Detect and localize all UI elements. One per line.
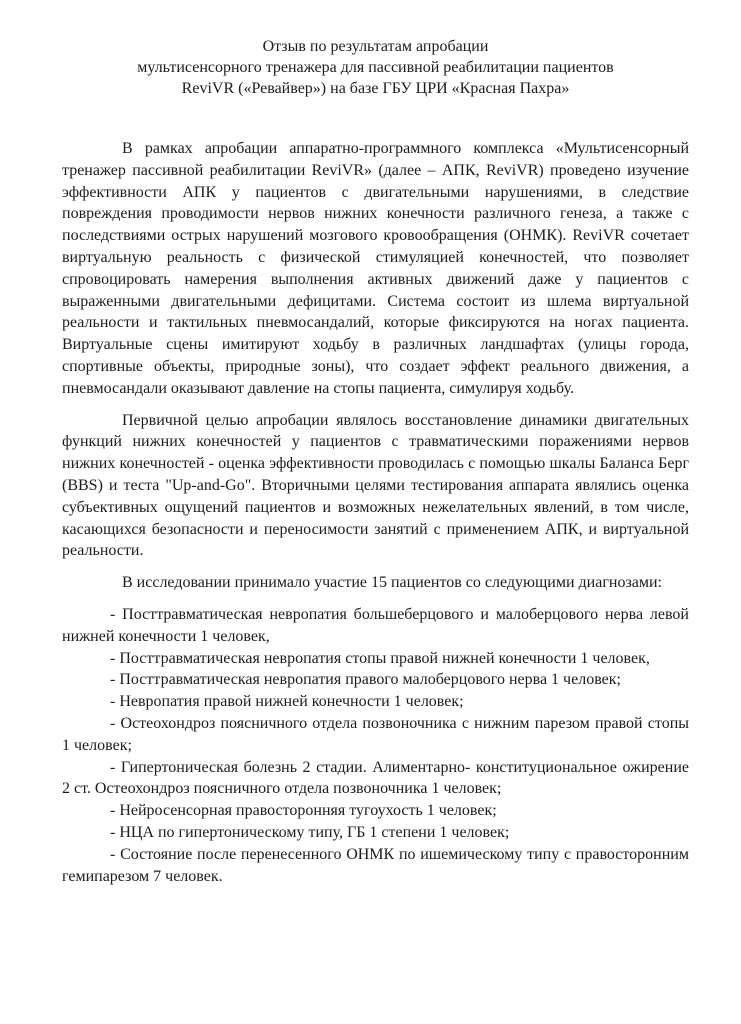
list-item: - Посттравматическая невропатия большеберцового и малоберцового нерва левой нижней конечности 1 человек, (62, 605, 689, 645)
diagnosis-list (62, 604, 689, 887)
title-line-3: ReviVR («Ревайвер») на базе ГБУ ЦРИ «Красная Пахра» (181, 80, 570, 97)
list-item: - Состояние после перенесенного ОНМК по ишемическому типу с правосторонним гемипарезом 7 человек. (62, 845, 689, 885)
list-item: - Остеохондроз поясничного отдела позвоночника с нижним парезом правой стопы 1 человек; (62, 714, 689, 754)
title-line-1: Отзыв по результатам апробации (262, 38, 489, 55)
list-item: - Невропатия правой нижней конечности 1 человек; (110, 693, 464, 711)
paragraph-participants: В исследовании принимало участие 15 пациентов со следующими диагнозами: (122, 574, 662, 592)
list-item: - НЦА по гипертоническому типу, ГБ 1 степени 1 человек; (110, 823, 510, 841)
paragraph-goals: Первичной целью апробации являлось восстановление динамики двигательных функций нижних конечностей у пациентов с травматическими поражениями нервов нижних конечностей - оценка эффективности проводилась с помощью шкалы Баланса Берг (BBS) и теста "Up-and-Go". Вторичными целями тестирования аппарата являлись оценка субъективных ощущений пациентов и возможных нежелательных явлений, в том числе, касающихся безопасности и переносимости занятий с применением АПК, и виртуальной реальности. (62, 411, 689, 560)
list-item: - Нейросенсорная правосторонняя тугоухость 1 человек; (110, 802, 497, 820)
document-body (62, 138, 689, 887)
title-line-2: мультисенсорного тренажера для пассивной реабилитации пациентов (137, 59, 614, 76)
paragraph-intro: В рамках апробации аппаратно-программного комплекса «Мультисенсорный тренажер пассивной реабилитации ReviVR» (далее – АПК, ReviVR) проведено изучение эффективности АПК у пациентов с двигательными нарушениями, в следствие повреждения проводимости нервов нижних конечности различного генеза, а также с последствиями острых нарушений мозгового кровообращения (ОНМК). ReviVR сочетает виртуальную реальность с физической стимуляцией конечностей, что позволяет спровоцировать намерения выполнения активных движений даже у пациентов с выраженными двигательными дефицитами. Система состоит из шлема виртуальной реальности и тактильных пневмосандалий, которые фиксируются на ногах пациента. Виртуальные сцены имитируют ходьбу в различных ландшафтах (улицы города, спортивные объекты, природные зоны), что создает эффект реального движения, а пневмосандали оказывают давление на стопы пациента, симулируя ходьбу. (62, 140, 689, 397)
list-item: - Посттравматическая невропатия правого малоберцового нерва 1 человек; (110, 671, 621, 689)
document-title (62, 36, 689, 99)
list-item: - Гипертоническая болезнь 2 стадии. Алиментарно- конституциональное ожирение 2 ст. Остеохондроз поясничного отдела позвоночника 1 человек; (62, 758, 689, 798)
list-item: - Посттравматическая невропатия стопы правой нижней конечности 1 человек, (110, 649, 650, 667)
